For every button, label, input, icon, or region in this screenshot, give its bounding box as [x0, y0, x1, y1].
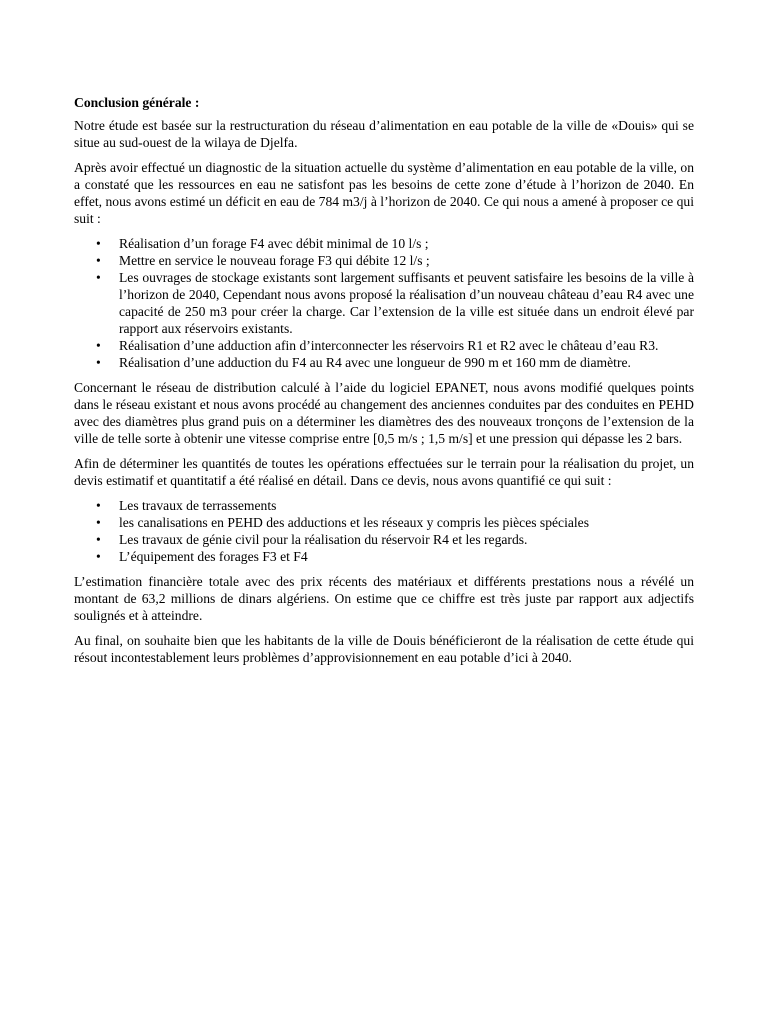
- list-item-text: Réalisation d’une adduction du F4 au R4 avec une longueur de 990 m et 160 mm de diamètre.: [119, 355, 631, 370]
- list-item-text: Les travaux de terrassements: [119, 498, 277, 513]
- network-paragraph: Concernant le réseau de distribution calculé à l’aide du logiciel EPANET, nous avons modifié quelques points dans le réseau existant et nous avons procédé au changement des anciennes conduites par des conduites en PEHD avec des diamètres plus grand puis on a déterminer les diamètres des des nouveaux tronçons de l’extension de la ville de telle sorte à obtenir une vitesse comprise entre [0,5 m/s ; 1,5 m/s] et une pression qui dépasse les 2 bars.: [74, 380, 694, 446]
- list-item-text: Les ouvrages de stockage existants sont largement suffisants et peuvent satisfaire les besoins de la ville à l’horizon de 2040, Cependant nous avons proposé la réalisation d’un nouveau château d’eau R4 avec une capacité de 250 m3 pour créer la charge. Car l’extension de la ville est située dans un endroit élevé par rapport aux réservoirs existants.: [119, 270, 694, 336]
- list-item-text: Réalisation d’une adduction afin d’interconnecter les réservoirs R1 et R2 avec le château d’eau R3.: [119, 338, 659, 353]
- list-item-text: L’équipement des forages F3 et F4: [119, 549, 308, 564]
- intro-paragraph: Notre étude est basée sur la restructuration du réseau d’alimentation en eau potable de la ville de «Douis» qui se situe au sud-ouest de la wilaya de Djelfa.: [74, 118, 694, 150]
- list-item: [74, 354, 694, 371]
- list-item: [74, 497, 694, 514]
- list-item: [74, 337, 694, 354]
- bullet-icon: •: [96, 253, 101, 268]
- bullet-icon: •: [96, 498, 101, 513]
- list-item-text: Réalisation d’un forage F4 avec débit minimal de 10 l/s ;: [119, 236, 429, 251]
- quantified-list: [74, 497, 694, 565]
- list-item: [74, 252, 694, 269]
- diagnostic-paragraph: Après avoir effectué un diagnostic de la situation actuelle du système d’alimentation en eau potable de la ville, on a constaté que les ressources en eau ne satisfont pas les besoins de cette zone d’étude à l’horizon de 2040. En effet, nous avons estimé un déficit en eau de 784 m3/j à l’horizon de 2040. Ce qui nous a amené à proposer ce qui suit :: [74, 160, 694, 226]
- proposals-list: [74, 235, 694, 371]
- list-item: [74, 235, 694, 252]
- bullet-icon: •: [96, 532, 101, 547]
- list-item: [74, 548, 694, 565]
- final-paragraph: Au final, on souhaite bien que les habitants de la ville de Douis bénéficieront de la réalisation de cette étude qui résout incontestablement leurs problèmes d’approvisionnement en eau potable d’ici à 2040.: [74, 633, 694, 665]
- list-item: [74, 269, 694, 337]
- cost-paragraph: L’estimation financière totale avec des prix récents des matériaux et différents prestations nous a révélé un montant de 63,2 millions de dinars algériens. On estime que ce chiffre est très juste par rapport aux adjectifs soulignés et à atteindre.: [74, 574, 694, 623]
- list-item-text: les canalisations en PEHD des adductions et les réseaux y compris les pièces spéciales: [119, 515, 589, 530]
- list-item-text: Mettre en service le nouveau forage F3 qui débite 12 l/s ;: [119, 253, 430, 268]
- list-item: [74, 514, 694, 531]
- bullet-icon: •: [96, 270, 101, 285]
- bullet-icon: •: [96, 338, 101, 353]
- bullet-icon: •: [96, 549, 101, 564]
- list-item-text: Les travaux de génie civil pour la réalisation du réservoir R4 et les regards.: [119, 532, 528, 547]
- bullet-icon: •: [96, 236, 101, 251]
- document-page: [74, 94, 694, 674]
- bullet-icon: •: [96, 355, 101, 370]
- list-item: [74, 531, 694, 548]
- section-heading: Conclusion générale :: [74, 95, 200, 110]
- estimate-paragraph: Afin de déterminer les quantités de toutes les opérations effectuées sur le terrain pour la réalisation du projet, un devis estimatif et quantitatif a été réalisé en détail. Dans ce devis, nous avons quantifié ce qui suit :: [74, 456, 694, 488]
- bullet-icon: •: [96, 515, 101, 530]
